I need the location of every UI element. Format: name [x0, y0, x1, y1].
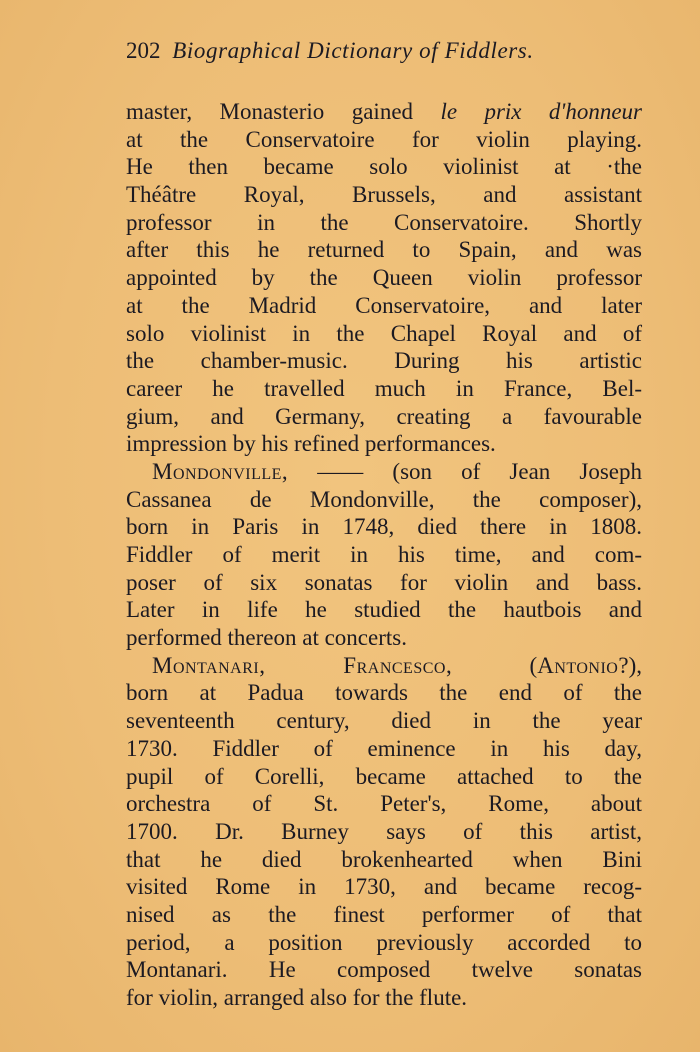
text-line: Montanari. He composed twelve sonatas — [126, 957, 642, 983]
running-head — [126, 38, 646, 64]
text-line: the chamber-music. During his artistic — [126, 348, 642, 374]
text-line: He then became solo violinist at ·the — [126, 154, 642, 180]
text-line: master, Monasterio gained le prix d'honneur — [126, 99, 643, 124]
text-line: nised as the finest performer of that — [126, 901, 642, 927]
entry-heading-line: Mondonville, —— (son of Jean Joseph — [152, 458, 642, 484]
entry-heading-line: Montanari, Francesco, (Antonio?), — [152, 652, 642, 678]
text-line: pupil of Corelli, became attached to the — [126, 763, 642, 789]
body-text — [126, 98, 642, 1012]
text-line: after this he returned to Spain, and was — [126, 237, 642, 263]
text-line: visited Rome in 1730, and became recog- — [126, 874, 642, 900]
text-line: performed thereon at concerts. — [126, 625, 407, 651]
text-line: seventeenth century, died in the year — [126, 708, 642, 734]
text-line: for violin, arranged also for the flute. — [126, 985, 468, 1010]
entry-name: Montanari, Francesco, — [152, 652, 453, 678]
text-line: at the Madrid Conservatoire, and later — [126, 292, 642, 318]
text-line: Fiddler of merit in his time, and com- — [126, 542, 642, 567]
text-line: that he died brokenhearted when Bini — [126, 846, 642, 872]
text-line: career he travelled much in France, Bel- — [126, 375, 642, 401]
text-line: Théâtre Royal, Brussels, and assistant — [126, 182, 642, 208]
text-line: at the Conservatoire for violin playing. — [126, 126, 642, 152]
text-line: appointed by the Queen violin professor — [126, 265, 642, 291]
text-line: Cassanea de Mondonville, the composer), — [126, 486, 642, 512]
text-line: gium, and Germany, creating a favourable — [126, 403, 642, 429]
running-title: Biographical Dictionary of Fiddlers. — [172, 38, 534, 63]
text-line: impression by his refined performances. — [126, 431, 496, 457]
text-line: professor in the Conservatoire. Shortly — [126, 209, 642, 235]
text-line: 1700. Dr. Burney says of this artist, — [126, 818, 642, 844]
text-line: 1730. Fiddler of eminence in his day, — [126, 735, 642, 761]
text-line: orchestra of St. Peter's, Rome, about — [126, 791, 642, 817]
text-line: Later in life he studied the hautbois and — [126, 597, 642, 623]
text-line: period, a position previously accorded to — [126, 929, 642, 955]
page-number: 202 — [126, 38, 161, 63]
text-line: born at Padua towards the end of the — [126, 680, 642, 706]
entry-name: Mondonville, — [152, 458, 289, 484]
italic-phrase: le prix d'honneur — [440, 99, 643, 124]
text-line: poser of six sonatas for violin and bass. — [126, 569, 642, 595]
text-line: solo violinist in the Chapel Royal and of — [126, 320, 642, 346]
text-line: born in Paris in 1748, died there in 1808. — [126, 514, 642, 540]
